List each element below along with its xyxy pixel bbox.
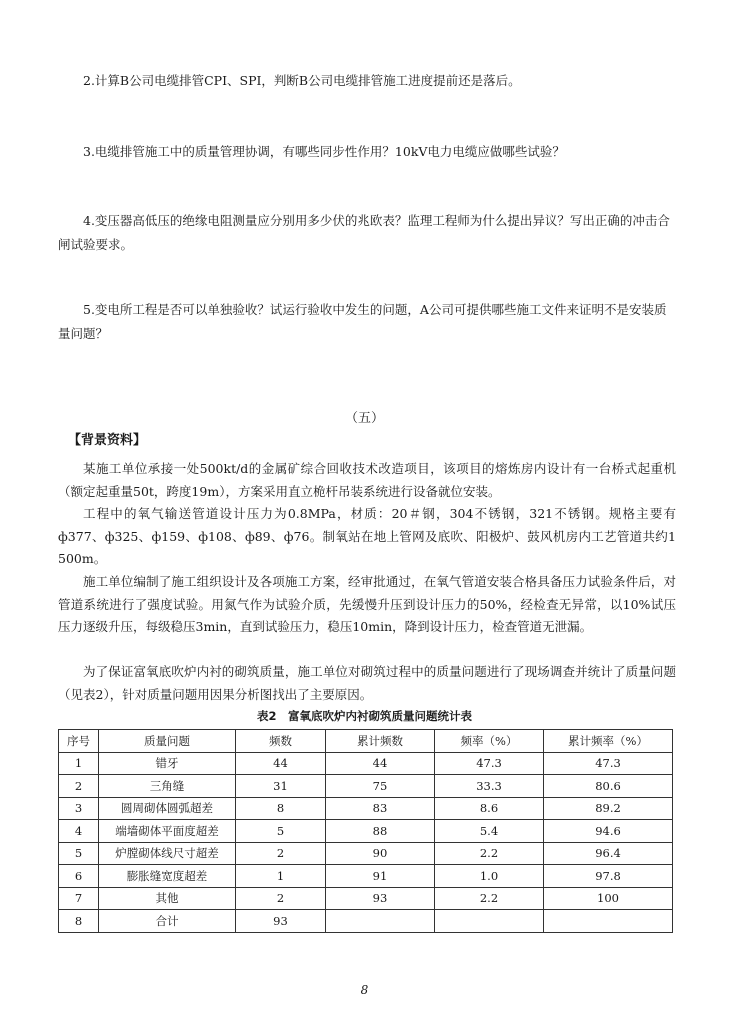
cell: 2.2 bbox=[435, 887, 544, 910]
cell: 31 bbox=[236, 775, 326, 798]
cell: 3 bbox=[59, 797, 99, 820]
cell: 2 bbox=[236, 842, 326, 865]
table-row bbox=[59, 820, 673, 843]
cell: 88 bbox=[326, 820, 435, 843]
cell: 5 bbox=[59, 842, 99, 865]
cell: 三角缝 bbox=[99, 775, 236, 798]
table-caption: 表2 富氧底吹炉内衬砌筑质量问题统计表 bbox=[257, 709, 472, 723]
cell: 94.6 bbox=[544, 820, 673, 843]
cell: 2.2 bbox=[435, 842, 544, 865]
cell: 2 bbox=[236, 887, 326, 910]
table-row bbox=[59, 842, 673, 865]
cell: 93 bbox=[326, 887, 435, 910]
cell bbox=[435, 910, 544, 933]
table-row bbox=[59, 775, 673, 798]
cell: 8 bbox=[59, 910, 99, 933]
background-paragraph-1: 某施工单位承接一处500kt/d的金属矿综合回收技术改造项目，该项目的熔炼房内设计有一台桥式起重机（额定起重量50t，跨度19m），方案采用直立桅杆吊装系统进行设备就位安装。 bbox=[58, 461, 676, 499]
cell: 端墙砌体平面度超差 bbox=[99, 820, 236, 843]
cell: 1 bbox=[59, 752, 99, 775]
cell: 44 bbox=[326, 752, 435, 775]
cell: 其他 bbox=[99, 887, 236, 910]
cell: 75 bbox=[326, 775, 435, 798]
question-4: 4.变压器高低压的绝缘电阻测量应分别用多少伏的兆欧表？监理工程师为什么提出异议？写出正确的冲击合闸试验要求。 bbox=[58, 213, 670, 252]
table-row bbox=[59, 887, 673, 910]
cell: 5.4 bbox=[435, 820, 544, 843]
background-paragraph-4: 为了保证富氧底吹炉内衬的砌筑质量，施工单位对砌筑过程中的质量问题进行了现场调查并统计了质量问题（见表2），针对质量问题用因果分析图找出了主要原因。 bbox=[58, 664, 676, 702]
cell: 5 bbox=[236, 820, 326, 843]
header-cumulative-frequency: 累计频数 bbox=[326, 730, 435, 753]
cell: 2 bbox=[59, 775, 99, 798]
question-3: 3.电缆排管施工中的质量管理协调，有哪些同步性作用？10kV电力电缆应做哪些试验？ bbox=[83, 144, 565, 159]
cell: 91 bbox=[326, 865, 435, 888]
header-cumulative-rate: 累计频率（%） bbox=[544, 730, 673, 753]
cell: 7 bbox=[59, 887, 99, 910]
cell: 44 bbox=[236, 752, 326, 775]
header-issue: 质量问题 bbox=[99, 730, 236, 753]
question-2: 2.计算B公司电缆排管CPI、SPI，判断B公司电缆排管施工进度提前还是落后。 bbox=[83, 73, 521, 88]
cell: 8 bbox=[236, 797, 326, 820]
quality-issues-table bbox=[58, 729, 673, 933]
cell: 100 bbox=[544, 887, 673, 910]
cell: 33.3 bbox=[435, 775, 544, 798]
cell: 93 bbox=[236, 910, 326, 933]
cell: 4 bbox=[59, 820, 99, 843]
cell: 90 bbox=[326, 842, 435, 865]
cell: 错牙 bbox=[99, 752, 236, 775]
table-row bbox=[59, 752, 673, 775]
header-frequency: 频数 bbox=[236, 730, 326, 753]
section-title: （五） bbox=[344, 411, 384, 426]
cell: 膨胀缝宽度超差 bbox=[99, 865, 236, 888]
cell: 97.8 bbox=[544, 865, 673, 888]
background-paragraph-2: 工程中的氧气输送管道设计压力为0.8MPa，材质：20＃钢，304不锈钢，321不锈钢。规格主要有ф377、ф325、ф159、ф108、ф89、ф76。制氧站在地上管网及底吹、阳极炉、鼓风机房内工艺管道共约1 500m。 bbox=[58, 506, 676, 566]
page-number: 8 bbox=[360, 983, 369, 997]
cell: 80.6 bbox=[544, 775, 673, 798]
question-5: 5.变电所工程是否可以单独验收？试运行验收中发生的问题，A公司可提供哪些施工文件来证明不是安装质量问题？ bbox=[58, 302, 667, 341]
background-heading: 【背景资料】 bbox=[68, 433, 147, 448]
header-rate: 频率（%） bbox=[435, 730, 544, 753]
cell: 83 bbox=[326, 797, 435, 820]
header-index: 序号 bbox=[59, 730, 99, 753]
table-row bbox=[59, 797, 673, 820]
cell: 8.6 bbox=[435, 797, 544, 820]
cell: 47.3 bbox=[435, 752, 544, 775]
cell: 89.2 bbox=[544, 797, 673, 820]
cell bbox=[544, 910, 673, 933]
cell: 6 bbox=[59, 865, 99, 888]
table-row bbox=[59, 865, 673, 888]
cell: 1 bbox=[236, 865, 326, 888]
cell: 合计 bbox=[99, 910, 236, 933]
cell: 96.4 bbox=[544, 842, 673, 865]
cell: 1.0 bbox=[435, 865, 544, 888]
table-header-row bbox=[59, 730, 673, 753]
cell: 炉膛砌体线尺寸超差 bbox=[99, 842, 236, 865]
cell: 圆周砌体圆弧超差 bbox=[99, 797, 236, 820]
background-paragraph-3: 施工单位编制了施工组织设计及各项施工方案，经审批通过，在氧气管道安装合格具备压力试验条件后，对管道系统进行了强度试验。用氮气作为试验介质，先缓慢升压到设计压力的50%，经检查无异常，以10%试压压力逐级升压，每级稳压3min，直到试验压力，稳压10min，降到设计压力，检查管道无泄漏。 bbox=[58, 574, 676, 634]
cell bbox=[326, 910, 435, 933]
table-row bbox=[59, 910, 673, 933]
cell: 47.3 bbox=[544, 752, 673, 775]
